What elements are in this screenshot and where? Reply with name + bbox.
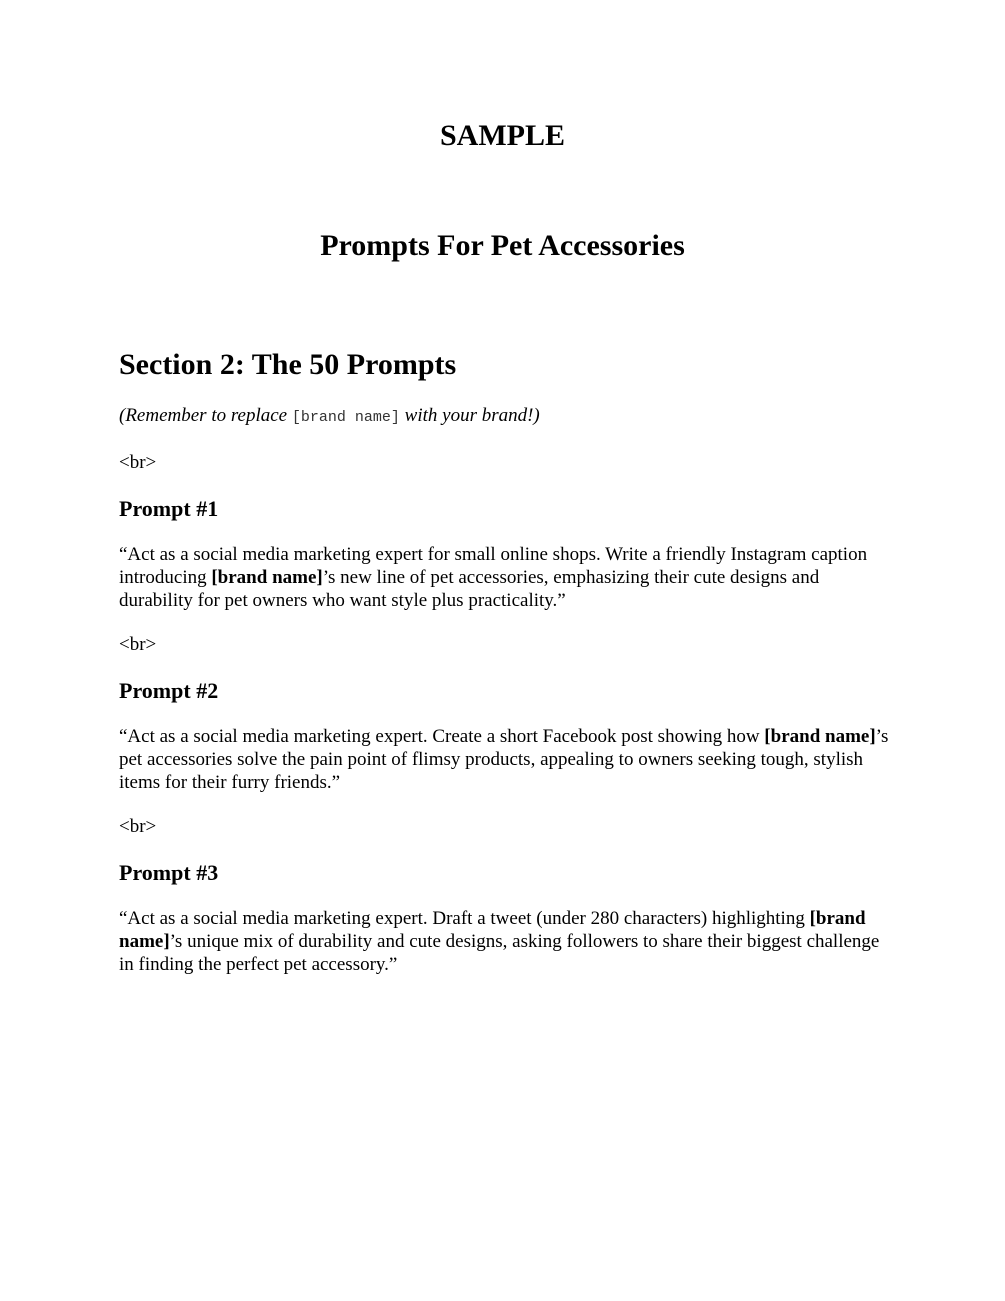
prompt-text-part: ’s unique mix of durability and cute designs, asking followers to share their biggest challenge in finding the perfect pet accessory.” (119, 931, 880, 975)
prompt-text-part: “Act as a social media marketing expert for small online shops. Write a friendly Instagram caption introducing (119, 544, 868, 588)
prompt-text-part: “Act as a social media marketing expert. Create a short Facebook post showing how (119, 726, 765, 747)
brand-name-placeholder: [brand name] (764, 726, 876, 747)
document-title: Prompts For Pet Accessories (320, 229, 685, 262)
prompt-text (119, 907, 889, 976)
brand-name-placeholder: [brand name] (119, 908, 866, 952)
br-separator: <br> (119, 816, 157, 837)
document-body (119, 346, 889, 997)
brand-name-placeholder: [brand name] (211, 567, 323, 588)
section-heading: Section 2: The 50 Prompts (119, 348, 457, 381)
prompt-heading: Prompt #2 (119, 678, 219, 703)
prompt-text-part: ’s pet accessories solve the pain point of flimsy products, appealing to owners seeking tough, stylish items for their furry friends.” (119, 726, 889, 793)
sample-label: SAMPLE (439, 119, 565, 152)
prompt-text (119, 543, 889, 612)
prompt-text (119, 725, 889, 794)
prompt-heading: Prompt #3 (119, 860, 219, 885)
prompt-heading: Prompt #1 (119, 496, 219, 521)
br-separator: <br> (119, 634, 157, 655)
note-text-after: with your brand!) (399, 405, 540, 426)
prompt-text-part: ’s new line of pet accessories, emphasizing their cute designs and durability for pet owners who want style plus practicality.” (119, 567, 820, 611)
note-placeholder-code: [brand name] (291, 409, 400, 426)
br-separator: <br> (119, 452, 157, 473)
note-text-before: (Remember to replace (119, 405, 292, 426)
replace-brand-note (119, 404, 889, 430)
prompt-text-part: “Act as a social media marketing expert. Draft a tweet (under 280 characters) highlighting (119, 908, 810, 929)
